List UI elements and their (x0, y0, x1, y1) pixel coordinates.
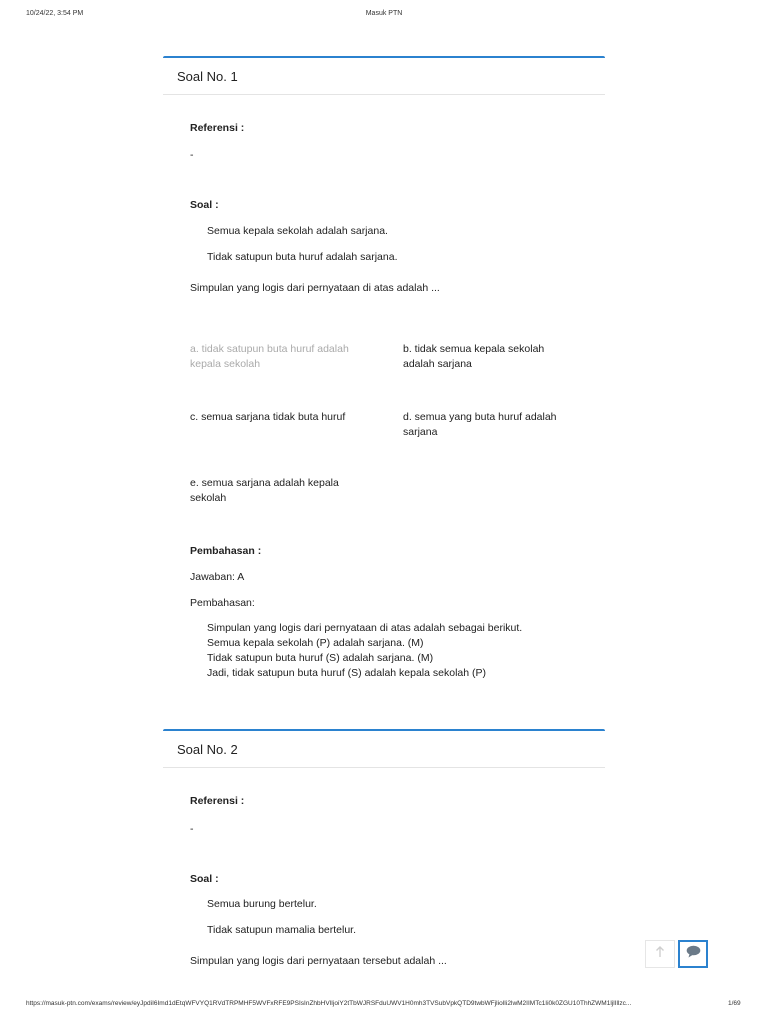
explanation-line: Tidak satupun buta huruf (S) adalah sarjana. (M) (207, 652, 434, 664)
explanation-line: Semua kepala sekolah (P) adalah sarjana. (M) (207, 637, 424, 649)
premise-2: Tidak satupun mamalia bertelur. (207, 924, 357, 936)
option-d[interactable] (403, 410, 593, 440)
question-title: Soal No. 2 (163, 731, 605, 768)
option-b-line2: adalah sarjana (403, 358, 472, 370)
question-title: Soal No. 1 (163, 58, 605, 95)
premise-2: Tidak satupun buta huruf adalah sarjana. (207, 251, 398, 263)
print-date: 10/24/22, 3:54 PM (26, 10, 84, 17)
premise-1: Semua kepala sekolah adalah sarjana. (207, 225, 388, 237)
option-a-line1: a. tidak satupun buta huruf adalah (190, 343, 349, 355)
chat-button[interactable] (678, 940, 708, 968)
referensi-value: - (190, 149, 194, 161)
option-b[interactable] (403, 342, 593, 372)
explanation-line: Jadi, tidak satupun buta huruf (S) adalah kepala sekolah (P) (207, 667, 487, 679)
chat-bubble-icon (686, 945, 701, 963)
page-url: https://masuk-ptn.com/exams/review/eyJpdiI6Imd1dEtqWFVYQ1RVdTRPMHF5WVFxRFE9PSIsInZhbHVlIjoiY2tTbWJRSFduUWV1H0mh3TVSubVpkQTD9twbWFjliolIi2lwM2IIMTc1Ii0k0ZGU10ThhZWM1ljlIllzc... (26, 1000, 632, 1007)
referensi-label: Referensi : (190, 795, 245, 807)
pembahasan-label: Pembahasan : (190, 545, 262, 557)
option-e-line1: e. semua sarjana adalah kepala (190, 477, 339, 489)
jawaban-text: Jawaban: A (190, 571, 245, 583)
question-text: Simpulan yang logis dari pernyataan di atas adalah ... (190, 282, 440, 294)
question-text: Simpulan yang logis dari pernyataan tersebut adalah ... (190, 955, 447, 967)
print-title: Masuk PTN (365, 10, 403, 17)
explanation-line: Simpulan yang logis dari pernyataan di atas adalah sebagai berikut. (207, 622, 523, 634)
premise-1: Semua burung bertelur. (207, 898, 317, 910)
pembahasan-subheading: Pembahasan: (190, 597, 255, 609)
option-c-line1: c. semua sarjana tidak buta huruf (190, 411, 346, 423)
option-a[interactable] (190, 342, 380, 372)
print-footer (0, 1000, 768, 1012)
question-card-1 (163, 56, 605, 95)
soal-label: Soal : (190, 199, 219, 211)
referensi-value: - (190, 823, 194, 835)
option-d-line2: sarjana (403, 426, 438, 438)
option-d-line1: d. semua yang buta huruf adalah (403, 411, 557, 423)
page-number: 1/69 (728, 1000, 741, 1007)
scroll-top-button[interactable] (645, 940, 675, 968)
print-header (0, 10, 768, 22)
soal-label: Soal : (190, 873, 219, 885)
explanation-block (207, 621, 522, 681)
option-a-line2: kepala sekolah (190, 358, 261, 370)
option-c[interactable] (190, 410, 380, 425)
question-card-2 (163, 729, 605, 768)
arrow-up-icon (655, 945, 665, 963)
option-e[interactable] (190, 476, 380, 506)
option-e-line2: sekolah (190, 492, 227, 504)
referensi-label: Referensi : (190, 122, 245, 134)
option-b-line1: b. tidak semua kepala sekolah (403, 343, 545, 355)
